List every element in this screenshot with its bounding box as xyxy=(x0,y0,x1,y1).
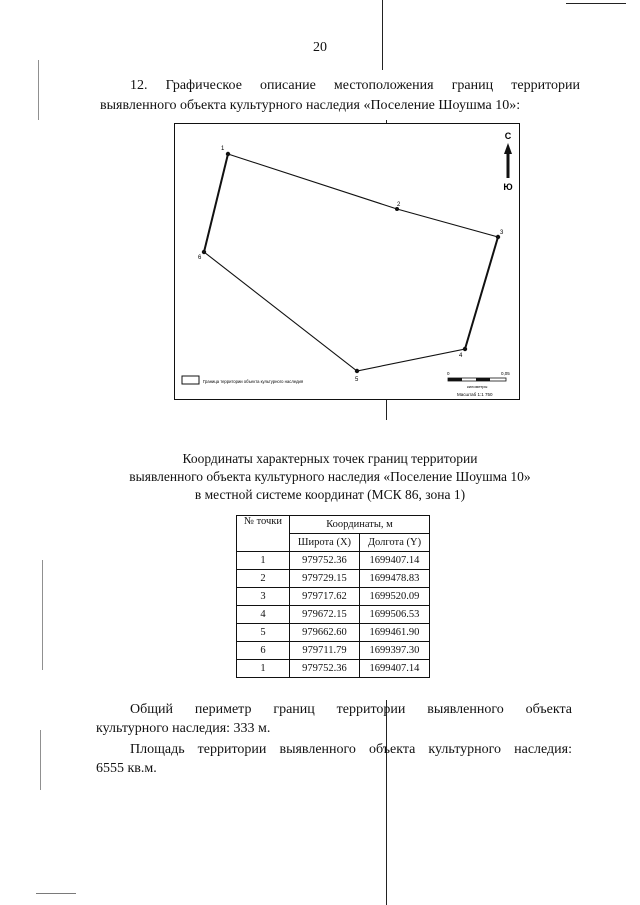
area-line2: 6555 кв.м. xyxy=(96,761,157,776)
perimeter-paragraph xyxy=(96,700,572,738)
cell-point: 4 xyxy=(237,606,290,624)
map-legend xyxy=(182,376,303,384)
cell-point: 1 xyxy=(237,552,290,570)
cell-longitude: 1699407.14 xyxy=(359,660,429,678)
table-row xyxy=(237,660,430,678)
area-line1: Площадь территории выявленного объекта культурного наследия: xyxy=(130,742,572,757)
perimeter-line2: культурного наследия: 333 м. xyxy=(96,721,271,736)
boundary-line-bold xyxy=(465,237,498,349)
scale-bar xyxy=(447,371,510,397)
cell-latitude: 979752.36 xyxy=(290,660,360,678)
cell-longitude: 1699397.30 xyxy=(359,642,429,660)
boundary-map-canvas xyxy=(175,124,521,401)
cell-longitude: 1699461.90 xyxy=(359,624,429,642)
coordinates-title-line3: в местной системе координат (МСК 86, зона 1) xyxy=(194,487,466,502)
scale-zero: 0 xyxy=(447,371,450,376)
scan-artifact-vertical xyxy=(382,0,383,70)
boundary-line-bold xyxy=(204,154,228,252)
area-paragraph xyxy=(96,740,572,778)
boundary-point-5 xyxy=(355,369,359,373)
table-row xyxy=(237,606,430,624)
cell-point: 2 xyxy=(237,570,290,588)
boundary-line xyxy=(204,154,498,371)
point-label-5: 5 xyxy=(355,377,359,383)
scan-artifact-bottom-left xyxy=(36,893,76,894)
boundary-point-4 xyxy=(463,347,467,351)
coordinates-title xyxy=(90,450,570,504)
cell-latitude: 979717.62 xyxy=(290,588,360,606)
south-label: Ю xyxy=(503,182,513,192)
table-row xyxy=(237,570,430,588)
header-point-number: № точки xyxy=(237,516,290,552)
boundary-point-1 xyxy=(226,152,230,156)
table-row xyxy=(237,624,430,642)
point-label-6: 6 xyxy=(198,255,202,261)
section-heading-line2: выявленного объекта культурного наследия «Поселение Шоушма 10»: xyxy=(100,98,521,113)
point-label-3: 3 xyxy=(500,230,504,236)
scan-artifact-margin xyxy=(38,60,39,120)
coordinates-title-line1: Координаты характерных точек границ территории xyxy=(182,451,478,466)
scale-end: 0,05 xyxy=(501,371,510,376)
legend-swatch xyxy=(182,376,199,384)
table-row xyxy=(237,588,430,606)
scale-ratio: Масштаб 1:1 750 xyxy=(457,392,493,397)
coordinates-table xyxy=(236,515,430,678)
header-longitude: Долгота (Y) xyxy=(359,534,429,552)
summary-text xyxy=(96,700,572,780)
coordinates-title-line2: выявленного объекта культурного наследия «Поселение Шоушма 10» xyxy=(129,469,531,484)
boundary-point-6 xyxy=(202,250,206,254)
perimeter-line1: Общий периметр границ территории выявленного объекта xyxy=(130,702,572,717)
north-arrow-icon xyxy=(503,131,512,192)
cell-latitude: 979711.79 xyxy=(290,642,360,660)
cell-point: 3 xyxy=(237,588,290,606)
table-row xyxy=(237,642,430,660)
cell-latitude: 979752.36 xyxy=(290,552,360,570)
cell-point: 5 xyxy=(237,624,290,642)
point-label-2: 2 xyxy=(397,202,401,208)
cell-longitude: 1699407.14 xyxy=(359,552,429,570)
cell-longitude: 1699478.83 xyxy=(359,570,429,588)
cell-longitude: 1699520.09 xyxy=(359,588,429,606)
north-label: С xyxy=(504,131,512,141)
cell-point: 1 xyxy=(237,660,290,678)
scan-artifact-margin xyxy=(40,730,41,790)
scan-artifact-margin xyxy=(42,560,43,670)
point-label-4: 4 xyxy=(459,353,463,359)
page-number: 20 xyxy=(313,40,327,55)
boundary-map xyxy=(174,123,520,400)
cell-latitude: 979729.15 xyxy=(290,570,360,588)
cell-latitude: 979662.60 xyxy=(290,624,360,642)
point-label-1: 1 xyxy=(221,146,225,152)
table-row xyxy=(237,552,430,570)
section-heading xyxy=(100,76,580,116)
cell-latitude: 979672.15 xyxy=(290,606,360,624)
section-heading-line1: 12. Графическое описание местоположения границ территории xyxy=(130,78,580,93)
cell-point: 6 xyxy=(237,642,290,660)
scale-unit: километры xyxy=(467,384,488,389)
header-coordinates: Координаты, м xyxy=(290,516,430,534)
header-latitude: Широта (X) xyxy=(290,534,360,552)
cell-longitude: 1699506.53 xyxy=(359,606,429,624)
scan-artifact-top-right xyxy=(566,3,626,4)
legend-text: Граница территории объекта культурного наследия xyxy=(203,379,304,384)
table-header-row xyxy=(237,516,430,534)
